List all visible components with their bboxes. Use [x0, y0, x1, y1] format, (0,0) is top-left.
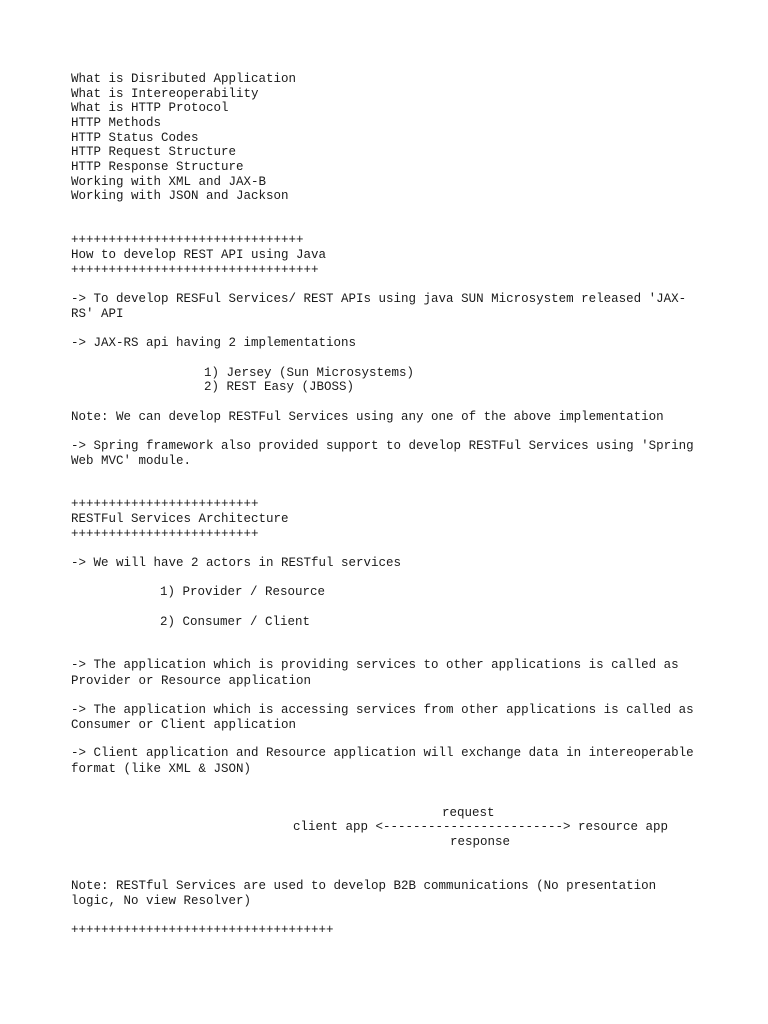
actor-item: 1) Provider / Resource — [160, 585, 326, 599]
note-line: Note: RESTful Services are used to develop B2B communications (No presentation — [71, 879, 657, 893]
topic-line: What is Disributed Application — [71, 72, 297, 86]
implementation-item: 2) REST Easy (JBOSS) — [204, 380, 355, 394]
topic-line: HTTP Methods — [71, 116, 162, 130]
topic-line: HTTP Response Structure — [71, 160, 244, 174]
paragraph-line: Web MVC' module. — [71, 454, 192, 468]
paragraph-line: Provider or Resource application — [71, 674, 312, 688]
paragraph-line: -> Spring framework also provided support to develop RESTFul Services using 'Spring — [71, 439, 694, 453]
topic-line: HTTP Status Codes — [71, 131, 199, 145]
topic-line: Working with XML and JAX-B — [71, 175, 267, 189]
section-rule: +++++++++++++++++++++++++++++++++ — [71, 263, 319, 277]
section-rule: +++++++++++++++++++++++++ — [71, 527, 259, 541]
topic-line: Working with JSON and Jackson — [71, 189, 289, 203]
paragraph-line: -> The application which is providing services to other applications is called as — [71, 658, 679, 672]
section-rule: +++++++++++++++++++++++++++++++++++ — [71, 923, 334, 937]
topic-line: What is HTTP Protocol — [71, 101, 229, 115]
section-rule: +++++++++++++++++++++++++ — [71, 497, 259, 511]
diagram-request-label: request — [442, 806, 495, 820]
implementation-item: 1) Jersey (Sun Microsystems) — [204, 366, 415, 380]
paragraph-line: -> Client application and Resource application will exchange data in intereoperable — [71, 746, 694, 760]
note-line: Note: We can develop RESTFul Services using any one of the above implementation — [71, 410, 664, 424]
actor-item: 2) Consumer / Client — [160, 615, 311, 629]
section-title: How to develop REST API using Java — [71, 248, 327, 262]
paragraph-line: -> We will have 2 actors in RESTful services — [71, 556, 402, 570]
paragraph-line: -> JAX-RS api having 2 implementations — [71, 336, 357, 350]
diagram-response-label: response — [450, 835, 511, 849]
section-rule: +++++++++++++++++++++++++++++++ — [71, 233, 304, 247]
diagram-flow: client app <------------------------> resource app — [293, 820, 669, 834]
paragraph-line: -> The application which is accessing services from other applications is called as — [71, 703, 694, 717]
topic-line: HTTP Request Structure — [71, 145, 237, 159]
topic-line: What is Intereoperability — [71, 87, 259, 101]
paragraph-line: format (like XML & JSON) — [71, 762, 252, 776]
section-title: RESTFul Services Architecture — [71, 512, 289, 526]
note-line: logic, No view Resolver) — [71, 894, 252, 908]
paragraph-line: -> To develop RESFul Services/ REST APIs using java SUN Microsystem released 'JAX- — [71, 292, 687, 306]
paragraph-line: Consumer or Client application — [71, 718, 297, 732]
paragraph-line: RS' API — [71, 307, 124, 321]
